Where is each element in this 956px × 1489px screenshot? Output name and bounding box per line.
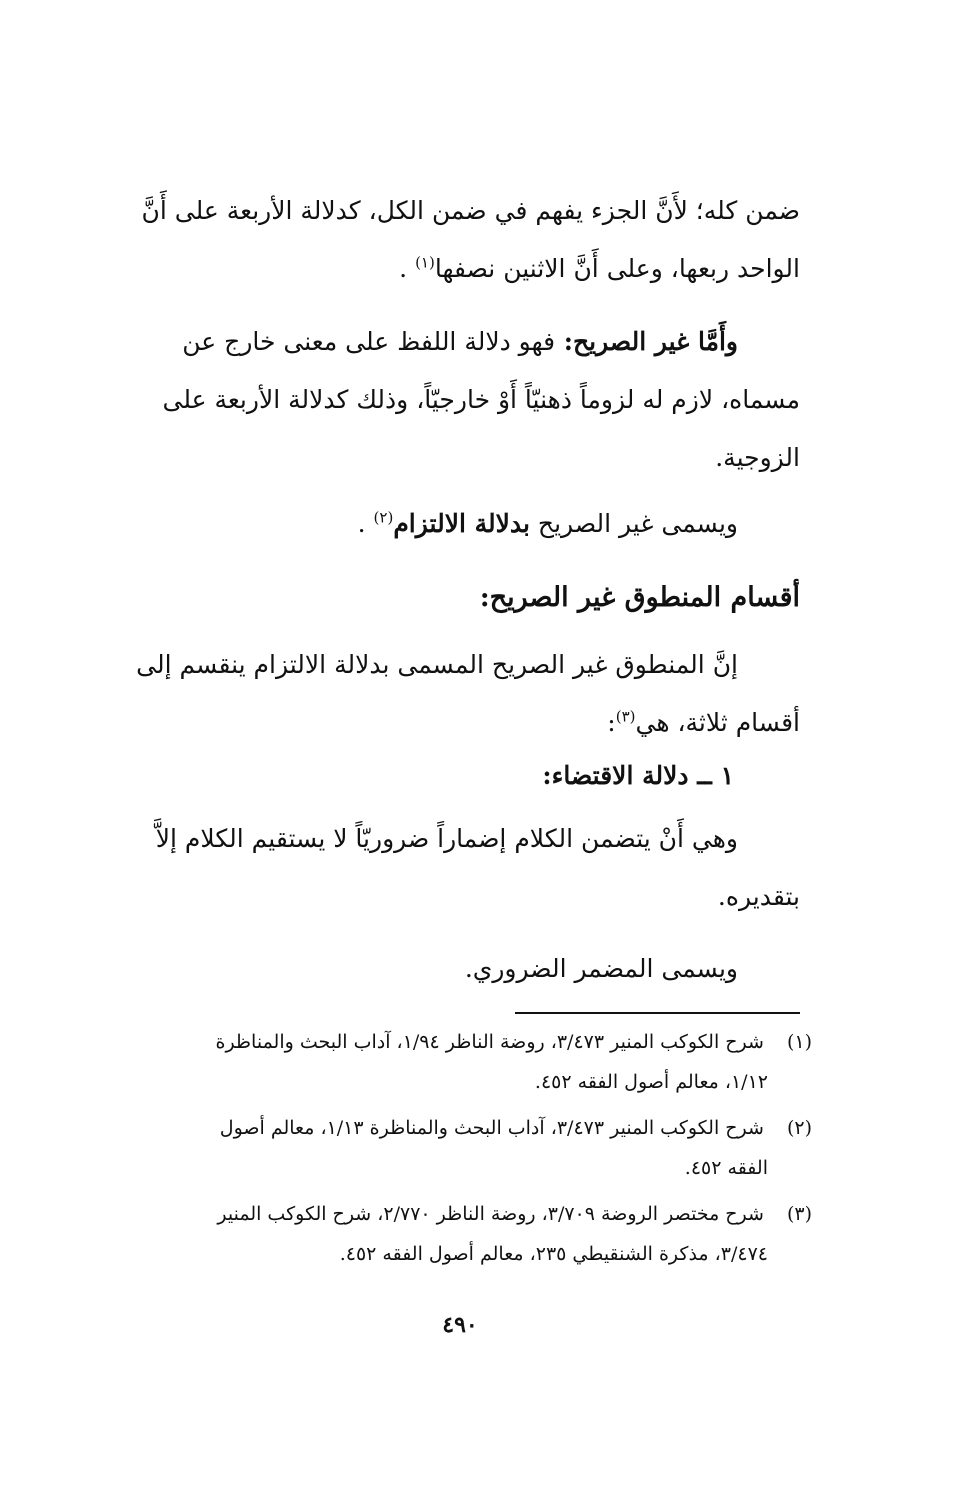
- footnote-2-line-2: الفقه ٤٥٢.: [684, 1157, 768, 1179]
- paragraph-5-line-1: وهي أَنْ يتضمن الكلام إضماراً ضروريّاً لا يستقيم الكلام إلاَّ: [155, 824, 738, 853]
- footnote-1-number: (١): [786, 1031, 812, 1053]
- footnote-2-line-1: [100, 1108, 812, 1148]
- paragraph-4-line-2-end: :: [607, 708, 616, 737]
- paragraph-2-line-1: [100, 313, 800, 371]
- footnote-separator: [515, 1012, 800, 1014]
- paragraph-2-line-2: مسماه، لازم له لزوماً ذهنيّاً أَوْ خارجيّاً، وذلك كدلالة الأربعة على: [162, 385, 800, 414]
- paragraph-3-line-1: [100, 495, 800, 553]
- paragraph-1-line-1: ضمن كله؛ لأَنَّ الجزء يفهم في ضمن الكل، كدلالة الأربعة على أَنَّ: [141, 196, 800, 225]
- subsection-heading: ١ ــ دلالة الاقتضاء:: [542, 761, 734, 790]
- paragraph-1-line-2-end: .: [399, 254, 416, 283]
- footnote-3-line-1: [100, 1194, 812, 1234]
- paragraph-4-line-1: إنَّ المنطوق غير الصريح المسمى بدلالة الالتزام ينقسم إلى: [136, 650, 738, 679]
- paragraph-3: [100, 495, 800, 553]
- footnote-2: [100, 1108, 812, 1188]
- paragraph-5-line-2: بتقديره.: [717, 882, 800, 911]
- paragraph-6-line-1: ويسمى المضمر الضروري.: [464, 954, 738, 983]
- paragraph-4-line-2-text: أقسام ثلاثة، هي: [635, 708, 800, 737]
- paragraph-3-bold-term: بدلالة الالتزام: [393, 509, 530, 538]
- paragraph-1-line-2-text: الواحد ربعها، وعلى أَنَّ الاثنين نصفها: [434, 254, 800, 283]
- paragraph-2-lead: وأَمَّا غير الصريح:: [555, 327, 738, 356]
- paragraph-2-line-1-text: فهو دلالة اللفظ على معنى خارج عن: [182, 327, 556, 356]
- paragraph-3-end: .: [357, 509, 374, 538]
- paragraph-2-line-3: الزوجية.: [715, 443, 800, 472]
- footnote-1-line-2: ١/١٢، معالم أصول الفقه ٤٥٢.: [534, 1071, 768, 1093]
- paragraph-3-text: ويسمى غير الصريح: [529, 509, 738, 538]
- section-heading: أقسام المنطوق غير الصريح:: [479, 582, 800, 613]
- paragraph-1-line-2: [100, 240, 800, 298]
- paragraph-4: [100, 636, 800, 752]
- paragraph-2: [100, 313, 800, 487]
- footnote-2-number: (٢): [786, 1117, 812, 1139]
- paragraph-6: [100, 940, 800, 998]
- footnote-3-text: شرح مختصر الروضة ٣/٧٠٩، روضة الناظر ٢/٧٧٠، شرح الكوكب المنير: [217, 1203, 764, 1225]
- footnote-ref-2[interactable]: (٢): [373, 508, 394, 527]
- footnote-1-line-1: [100, 1022, 812, 1062]
- footnote-3: [100, 1194, 812, 1274]
- footnote-ref-1[interactable]: (١): [415, 253, 435, 272]
- footnote-1-text: شرح الكوكب المنير ٣/٤٧٣، روضة الناظر ١/٩٤، آداب البحث والمناظرة: [215, 1031, 764, 1053]
- paragraph-5: [100, 810, 800, 926]
- paragraph-1: [100, 182, 800, 298]
- footnote-ref-3[interactable]: (٣): [615, 707, 636, 726]
- footnote-3-line-2: ٣/٤٧٤، مذكرة الشنقيطي ٢٣٥، معالم أصول الفقه ٤٥٢.: [339, 1243, 768, 1265]
- footnote-2-text: شرح الكوكب المنير ٣/٤٧٣، آداب البحث والمناظرة ١/١٣، معالم أصول: [219, 1117, 764, 1139]
- paragraph-4-line-2: [100, 694, 800, 752]
- footnote-1: [100, 1022, 812, 1102]
- page-number: ٤٩٠: [442, 1312, 478, 1338]
- footnote-3-number: (٣): [786, 1203, 812, 1225]
